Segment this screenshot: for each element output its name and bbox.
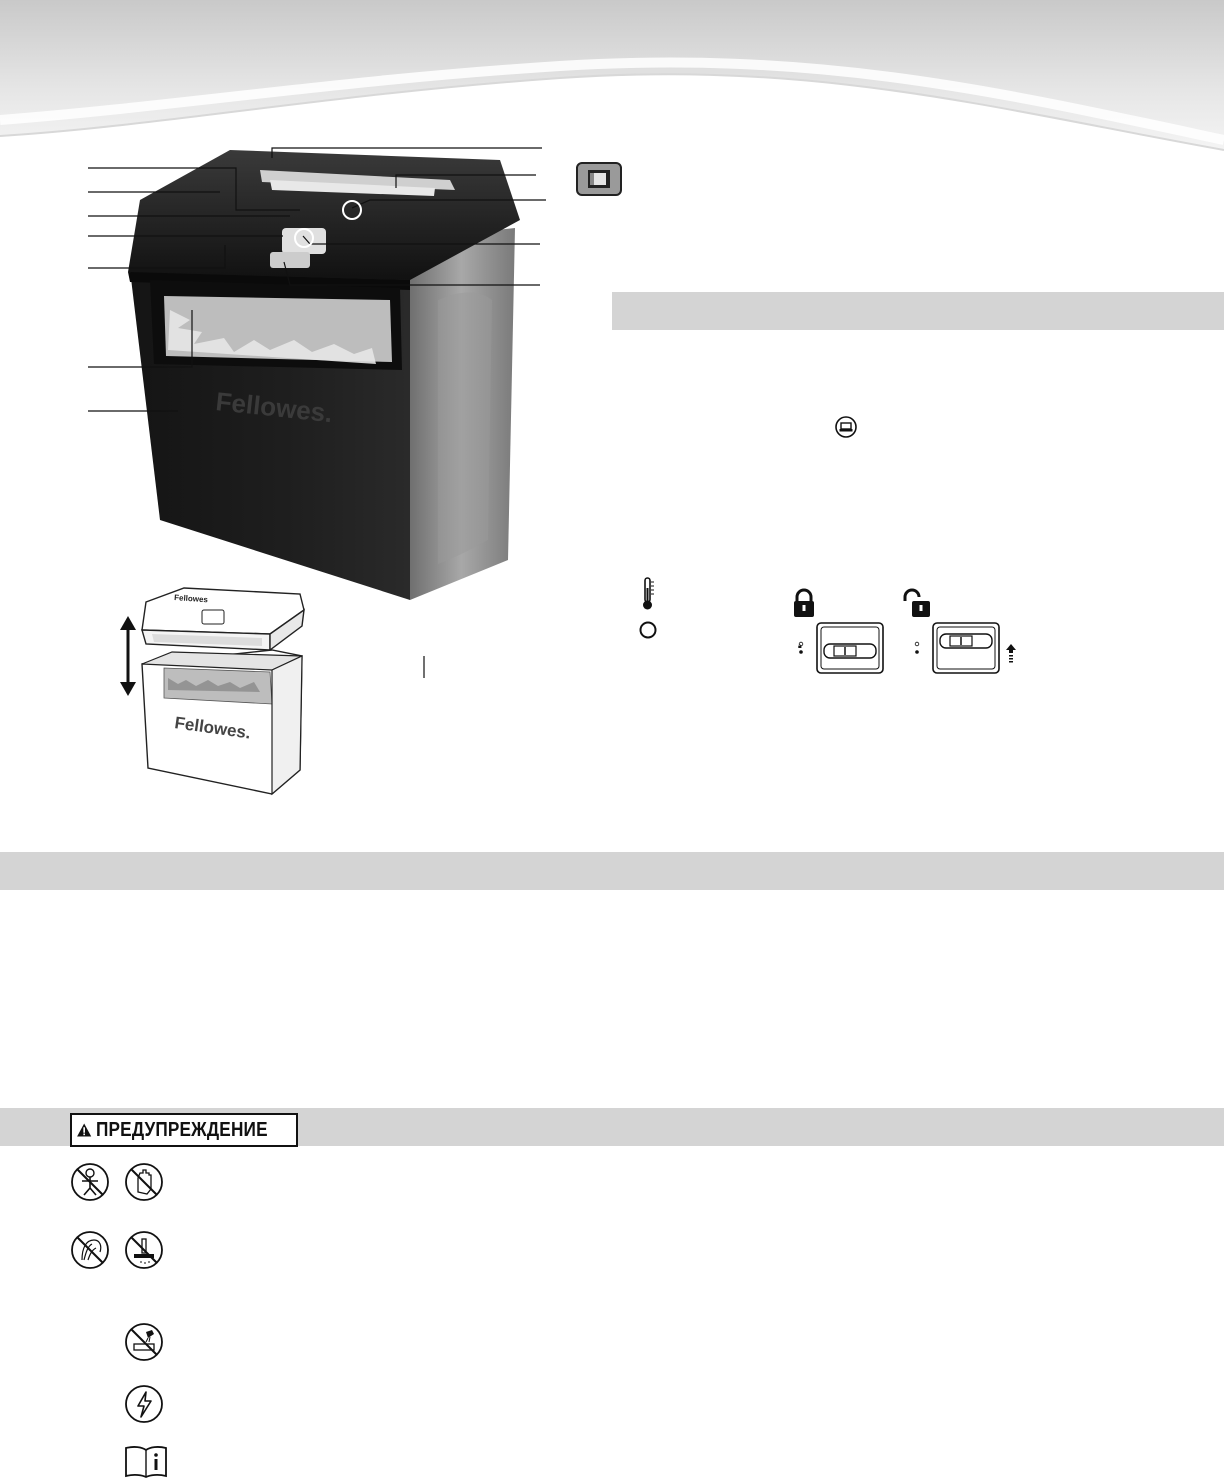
brand-logo: Fellowes. bbox=[214, 386, 334, 429]
lock-open-icon bbox=[902, 588, 932, 618]
no-aerosol-icon bbox=[124, 1230, 164, 1270]
circle-indicator-icon bbox=[638, 620, 658, 640]
printer-safety-icon bbox=[835, 416, 857, 438]
lock-closed-icon bbox=[792, 588, 816, 618]
rocker-switch-icon bbox=[576, 162, 622, 196]
warning-title: ПРЕДУПРЕЖДЕНИЕ bbox=[96, 1118, 269, 1141]
no-liquid-icon bbox=[124, 1322, 164, 1362]
lock-slider-unlocked bbox=[906, 622, 1022, 674]
thermometer-icon bbox=[638, 576, 658, 612]
section-header-bar bbox=[0, 852, 1224, 890]
warning-triangle-icon bbox=[76, 1116, 92, 1144]
lid-lift-illustration bbox=[112, 586, 312, 798]
no-hair-icon bbox=[70, 1230, 110, 1270]
warning-badge bbox=[70, 1113, 298, 1147]
svg-text:🔒︎: 🔒︎ bbox=[798, 642, 802, 650]
lock-slider-locked bbox=[790, 622, 886, 674]
electric-hazard-icon bbox=[124, 1384, 164, 1424]
section-header-bar bbox=[612, 292, 1224, 330]
manual-info-icon bbox=[124, 1444, 168, 1478]
no-hands-icon bbox=[124, 1162, 164, 1202]
double-arrow-icon bbox=[120, 616, 136, 696]
svg-text:Fellowes.: Fellowes. bbox=[173, 713, 252, 743]
svg-text:Fellowes: Fellowes bbox=[173, 593, 209, 605]
shredder-image bbox=[120, 140, 540, 610]
no-children-icon bbox=[70, 1162, 110, 1202]
